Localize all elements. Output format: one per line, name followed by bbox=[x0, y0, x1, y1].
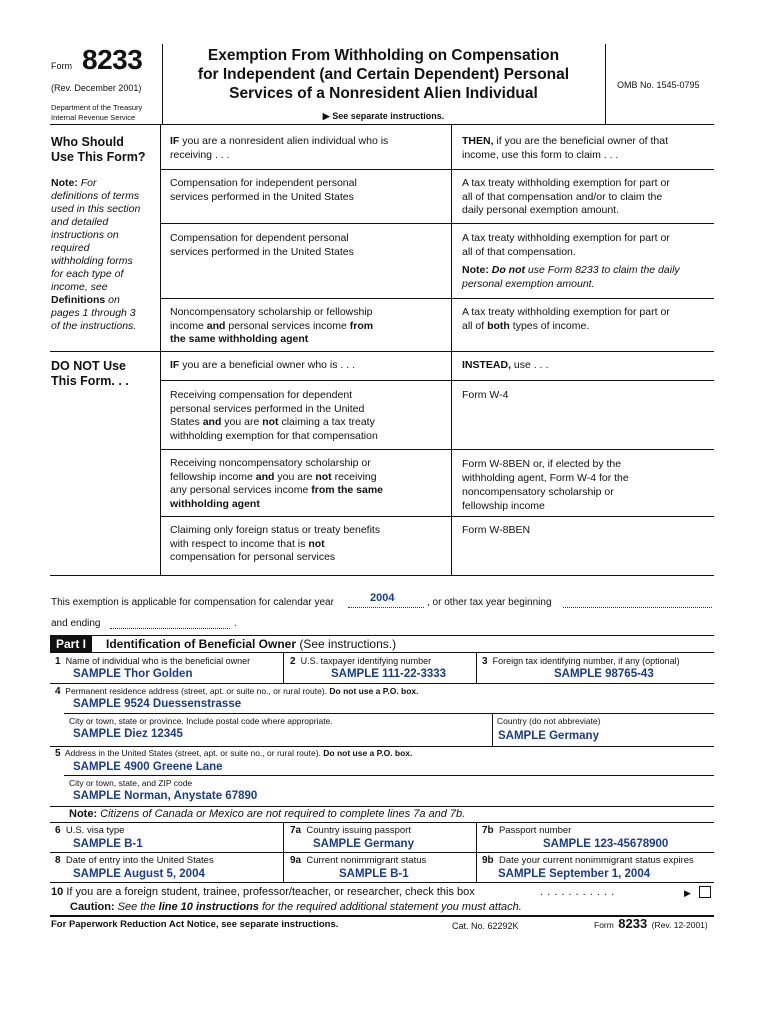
tax-year-beginning-field[interactable] bbox=[563, 607, 712, 608]
exemption-text: This exemption is applicable for compensation for calendar year bbox=[51, 597, 334, 608]
line9a-label: 9a Current nonimmigrant status bbox=[290, 855, 427, 866]
line2-label: 2 U.S. taxpayer identifying number bbox=[290, 656, 432, 667]
line10-leader-dots: . . . . . . . . . . . bbox=[540, 886, 615, 898]
line4-label: 4 Permanent residence address (street, apt. or suite no., or rural route). Do not use a P.O. box. bbox=[55, 686, 419, 697]
line3-label: 3 Foreign tax identifying number, if any (optional) bbox=[482, 656, 680, 667]
country-field[interactable]: SAMPLE Germany bbox=[498, 730, 599, 742]
student-checkbox[interactable] bbox=[699, 886, 711, 898]
foreign-tax-id-field[interactable]: SAMPLE 98765-43 bbox=[554, 668, 654, 680]
instead-header: INSTEAD, use . . . bbox=[462, 359, 549, 371]
line10-text: 10 If you are a foreign student, trainee, professor/teacher, or researcher, check this box bbox=[51, 886, 475, 898]
who-row-independent-result: A tax treaty withholding exemption for part or all of that compensation and/or to claim the daily personal exemption amount. bbox=[462, 177, 670, 216]
see-instructions: ▶ See separate instructions. bbox=[322, 111, 445, 121]
line7a-label: 7a Country issuing passport bbox=[290, 825, 411, 836]
arrow-right-icon: ▶ bbox=[322, 111, 330, 121]
omb-number: OMB No. 1545-0795 bbox=[617, 80, 700, 90]
foreign-city-field[interactable]: SAMPLE Diez 12345 bbox=[73, 728, 183, 740]
city-label: City or town, state or province. Include postal code where appropriate. bbox=[69, 716, 333, 726]
us-taxpayer-id-field[interactable]: SAMPLE 111-22-3333 bbox=[331, 668, 447, 680]
and-ending-text: and ending bbox=[51, 618, 101, 629]
canada-mexico-note: Note: Citizens of Canada or Mexico are not required to complete lines 7a and 7b. bbox=[69, 808, 466, 820]
us-city-label: City or town, state, and ZIP code bbox=[69, 778, 193, 788]
arrow-right-icon: ▶ bbox=[684, 888, 691, 898]
revision-date: (Rev. December 2001) bbox=[51, 83, 142, 93]
nonimmigrant-status-field[interactable]: SAMPLE B-1 bbox=[339, 868, 409, 880]
line5-label: 5 Address in the United States (street, apt. or suite no., or rural route). Do not use a P.O. box. bbox=[55, 748, 413, 759]
line1-label: 1 Name of individual who is the beneficial owner bbox=[55, 656, 251, 667]
permanent-address-field[interactable]: SAMPLE 9524 Duessenstrasse bbox=[73, 698, 242, 710]
form-number: 8233 bbox=[82, 44, 143, 75]
definitions-note: Note: For definitions of terms used in this section and detailed instructions on required withholding forms for each type of income, see Definitions on pages 1 through 3 of the instructions. bbox=[51, 177, 141, 332]
do-not-row-foreign-status: Claiming only foreign status or treaty benefits with respect to income that is not compensation for personal services bbox=[170, 524, 381, 563]
paperwork-notice: For Paperwork Reduction Act Notice, see separate instructions. bbox=[51, 919, 339, 930]
do-not-row-foreign-form: Form W-8BEN bbox=[462, 524, 531, 536]
visa-type-field[interactable]: SAMPLE B-1 bbox=[73, 838, 143, 850]
line7b-label: 7b Passport number bbox=[482, 825, 572, 836]
department: Department of the Treasury bbox=[51, 103, 143, 112]
who-should-heading: Who Should Use This Form? bbox=[51, 135, 146, 164]
us-city-state-zip-field[interactable]: SAMPLE Norman, Anystate 67890 bbox=[73, 790, 258, 802]
country-label: Country (do not abbreviate) bbox=[497, 716, 601, 726]
form-title: Exemption From Withholding on Compensation for Independent (and Certain Dependent) Personal Services of a Nonresident Alien Individual bbox=[197, 47, 570, 102]
do-not-use-heading: DO NOT Use This Form. . . bbox=[51, 359, 129, 388]
part-title: Identification of Beneficial Owner (See instructions.) bbox=[106, 637, 397, 651]
who-row-scholarship-result: A tax treaty withholding exemption for part or all of both types of income. bbox=[462, 306, 670, 332]
if-header: IF you are a nonresident alien individual who is receiving . . . bbox=[170, 135, 389, 161]
passport-number-field[interactable]: SAMPLE 123-45678900 bbox=[543, 838, 669, 850]
line9b-label: 9b Date your current nonimmigrant status expires bbox=[482, 855, 694, 866]
do-not-row-scholarship: Receiving noncompensatory scholarship or fellowship income and you are not receiving any personal services income from the same withholding agent bbox=[170, 457, 384, 510]
tax-year-ending-field[interactable] bbox=[110, 628, 230, 629]
do-not-row-dependent-form: Form W-4 bbox=[462, 389, 509, 401]
then-header: THEN, if you are the beneficial owner of that income, use this form to claim . . . bbox=[462, 135, 669, 161]
who-row-dependent: Compensation for dependent personal services performed in the United States bbox=[170, 232, 354, 258]
passport-country-field[interactable]: SAMPLE Germany bbox=[313, 838, 414, 850]
tax-year-text: , or other tax year beginning bbox=[427, 597, 552, 608]
caution-text: Caution: See the line 10 instructions for the required additional statement you must attach. bbox=[70, 901, 522, 913]
line8-label: 8 Date of entry into the United States bbox=[55, 855, 214, 866]
beneficial-owner-name-field[interactable]: SAMPLE Thor Golden bbox=[73, 668, 193, 680]
agency: Internal Revenue Service bbox=[51, 113, 136, 122]
entry-date-field[interactable]: SAMPLE August 5, 2004 bbox=[73, 868, 205, 880]
footer-form-id: Form 8233 (Rev. 12-2001) bbox=[594, 916, 708, 931]
line6-label: 6 U.S. visa type bbox=[55, 825, 125, 836]
part-label-box: Part I bbox=[50, 636, 92, 652]
do-not-row-scholarship-form: Form W-8BEN or, if elected by the withholding agent, Form W-4 for the noncompensatory scholarship or fellowship income bbox=[462, 458, 629, 512]
who-row-independent: Compensation for independent personal services performed in the United States bbox=[170, 177, 357, 203]
who-row-dependent-result: A tax treaty withholding exemption for part or all of that compensation. Note: Do not use Form 8233 to claim the daily personal exemption amount. bbox=[462, 232, 680, 290]
us-address-field[interactable]: SAMPLE 4900 Greene Lane bbox=[73, 761, 223, 773]
catalog-number: Cat. No. 62292K bbox=[452, 921, 519, 931]
who-row-scholarship: Noncompensatory scholarship or fellowship income and personal services income from the same withholding agent bbox=[170, 306, 374, 345]
do-not-if-header: IF you are a beneficial owner who is . . . bbox=[170, 359, 356, 371]
calendar-year-field[interactable]: 2004 bbox=[370, 592, 395, 604]
status-expiration-field[interactable]: SAMPLE September 1, 2004 bbox=[498, 868, 651, 880]
form-word: Form bbox=[51, 61, 72, 71]
do-not-row-dependent: Receiving compensation for dependent personal services performed in the United States and you are not claiming a tax treaty withholding exemption for that compensation bbox=[170, 389, 378, 442]
